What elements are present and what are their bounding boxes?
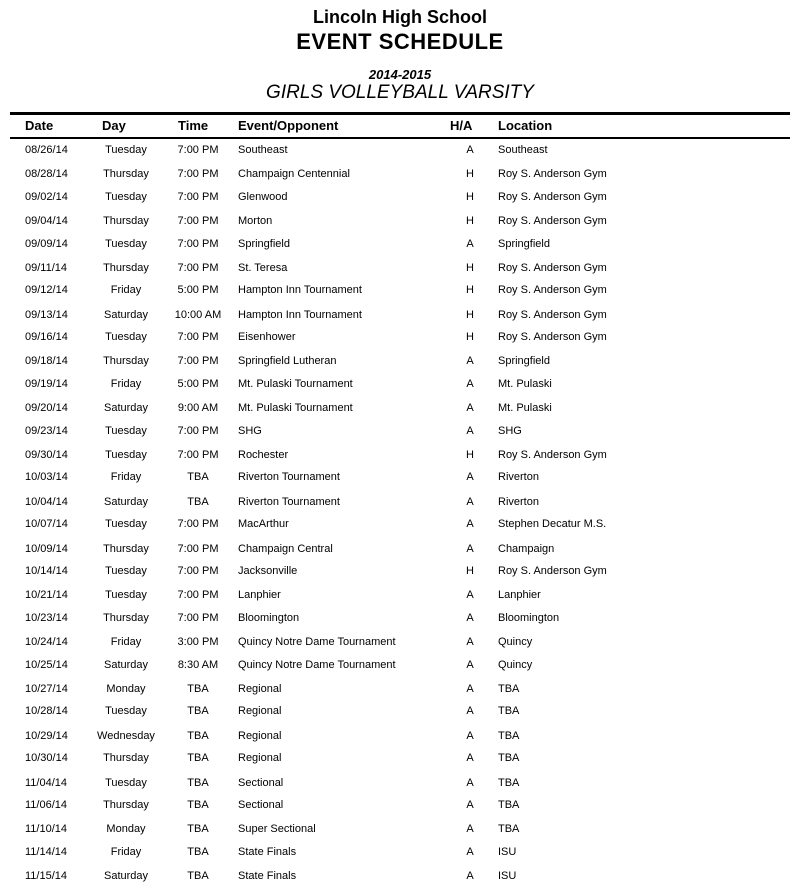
cell-time: TBA <box>187 471 209 484</box>
cell-location: Springfield <box>498 237 550 250</box>
cell-day: Tuesday <box>105 518 147 531</box>
table-row <box>10 442 790 465</box>
cell-time: TBA <box>187 495 209 508</box>
cell-ha: A <box>466 424 474 437</box>
cell-event: Mt. Pulaski Tournament <box>238 402 353 415</box>
cell-location: Stephen Decatur M.S. <box>498 518 607 531</box>
cell-event: State Finals <box>238 845 297 858</box>
cell-date: 10/14/14 <box>25 565 68 577</box>
cell-ha: A <box>466 355 474 368</box>
cell-event: Jacksonville <box>238 565 298 577</box>
cell-ha: A <box>466 237 474 250</box>
cell-location: ISU <box>498 845 517 858</box>
cell-time: TBA <box>187 823 209 836</box>
cell-location: Quincy <box>498 636 533 649</box>
cell-event: Champaign Centennial <box>238 168 350 181</box>
cell-time: 7:00 PM <box>177 237 219 250</box>
cell-time: TBA <box>187 870 209 883</box>
column-header-event: Event/Opponent <box>234 115 450 138</box>
cell-location: Southeast <box>498 144 548 157</box>
school-name: Lincoln High School <box>313 7 487 27</box>
cell-date: 09/30/14 <box>25 449 68 462</box>
column-header-location: Location <box>490 115 790 138</box>
cell-location: Mt. Pulaski <box>498 377 552 390</box>
cell-day: Friday <box>110 284 142 297</box>
cell-day: Thursday <box>103 215 149 228</box>
cell-date: 10/30/14 <box>25 752 68 765</box>
cell-ha: H <box>466 284 474 297</box>
schedule-table <box>10 115 790 887</box>
cell-date: 10/09/14 <box>25 542 68 555</box>
cell-day: Thursday <box>103 798 149 811</box>
table-row <box>10 559 790 582</box>
cell-day: Saturday <box>103 495 149 508</box>
cell-time: TBA <box>187 729 209 742</box>
cell-date: 10/04/14 <box>25 495 68 508</box>
cell-date: 08/26/14 <box>25 144 68 157</box>
cell-location: ISU <box>498 870 517 883</box>
table-row <box>10 419 790 442</box>
cell-location: Roy S. Anderson Gym <box>498 565 607 577</box>
cell-date: 09/13/14 <box>25 308 68 321</box>
cell-ha: A <box>466 870 474 883</box>
cell-ha: A <box>466 402 474 415</box>
cell-event: Quincy Notre Dame Tournament <box>238 658 396 671</box>
cell-location: Roy S. Anderson Gym <box>498 215 607 228</box>
cell-time: TBA <box>187 682 209 695</box>
table-row <box>10 863 790 886</box>
cell-day: Friday <box>110 636 142 649</box>
cell-location: Roy S. Anderson Gym <box>498 168 607 181</box>
table-row <box>10 489 790 512</box>
cell-event: Quincy Notre Dame Tournament <box>238 636 396 649</box>
column-header-date: Date <box>10 115 90 138</box>
cell-time: 10:00 AM <box>174 308 222 321</box>
cell-time: 7:00 PM <box>177 424 219 437</box>
table-row <box>10 793 790 816</box>
cell-ha: A <box>466 823 474 836</box>
cell-day: Tuesday <box>105 331 147 344</box>
cell-day: Thursday <box>103 542 149 555</box>
cell-time: 7:00 PM <box>177 589 219 602</box>
cell-time: TBA <box>187 752 209 765</box>
column-header-ha: H/A <box>450 115 490 138</box>
cell-event: Regional <box>238 729 282 742</box>
cell-event: Champaign Central <box>238 542 333 555</box>
cell-date: 10/29/14 <box>25 729 68 742</box>
table-row <box>10 606 790 629</box>
cell-location: TBA <box>498 682 520 695</box>
cell-location: Roy S. Anderson Gym <box>498 190 607 203</box>
table-row <box>10 185 790 208</box>
cell-event: Mt. Pulaski Tournament <box>238 377 353 390</box>
cell-day: Tuesday <box>105 589 147 602</box>
cell-date: 10/03/14 <box>25 471 68 484</box>
cell-location: Bloomington <box>498 611 560 624</box>
document-header <box>0 0 800 105</box>
cell-event: Super Sectional <box>238 823 316 836</box>
cell-date: 09/02/14 <box>25 190 68 203</box>
cell-time: 5:00 PM <box>177 377 219 390</box>
cell-location: Lanphier <box>498 589 541 602</box>
table-row <box>10 302 790 325</box>
cell-time: 7:00 PM <box>177 261 219 274</box>
cell-time: 7:00 PM <box>177 518 219 531</box>
cell-location: Roy S. Anderson Gym <box>498 308 607 321</box>
cell-location: SHG <box>498 424 522 437</box>
cell-ha: A <box>466 589 474 602</box>
cell-date: 09/20/14 <box>25 402 68 415</box>
column-header-day: Day <box>90 115 162 138</box>
cell-day: Saturday <box>103 308 149 321</box>
cell-date: 11/04/14 <box>25 776 68 789</box>
cell-time: 7:00 PM <box>177 215 219 228</box>
cell-time: 8:30 AM <box>177 658 219 671</box>
cell-day: Monday <box>106 823 146 836</box>
table-row <box>10 513 790 536</box>
cell-date: 09/19/14 <box>25 377 68 390</box>
cell-date: 11/06/14 <box>25 798 68 811</box>
cell-event: Sectional <box>238 776 284 789</box>
table-row <box>10 583 790 606</box>
cell-ha: H <box>466 261 474 274</box>
cell-location: Riverton <box>498 495 539 508</box>
cell-event: Morton <box>238 215 273 228</box>
cell-day: Thursday <box>103 611 149 624</box>
cell-day: Tuesday <box>105 776 147 789</box>
cell-time: 7:00 PM <box>177 565 219 577</box>
cell-event: Eisenhower <box>238 331 296 344</box>
cell-event: St. Teresa <box>238 261 288 274</box>
table-row <box>10 466 790 489</box>
cell-event: Bloomington <box>238 611 300 624</box>
table-row <box>10 396 790 419</box>
cell-date: 10/28/14 <box>25 705 68 718</box>
cell-ha: A <box>466 542 474 555</box>
cell-day: Friday <box>110 471 142 484</box>
cell-date: 09/11/14 <box>25 261 68 274</box>
cell-ha: H <box>466 190 474 203</box>
cell-location: TBA <box>498 776 520 789</box>
cell-date: 10/07/14 <box>25 518 68 531</box>
cell-day: Thursday <box>103 168 149 181</box>
cell-time: 7:00 PM <box>177 355 219 368</box>
table-row <box>10 372 790 395</box>
cell-location: TBA <box>498 752 520 765</box>
table-row <box>10 325 790 348</box>
cell-location: Roy S. Anderson Gym <box>498 261 607 274</box>
cell-day: Monday <box>106 682 146 695</box>
schedule-body <box>10 138 790 887</box>
cell-event: Hampton Inn Tournament <box>238 308 362 321</box>
cell-location: Roy S. Anderson Gym <box>498 449 607 462</box>
cell-date: 10/21/14 <box>25 589 68 602</box>
cell-event: Regional <box>238 682 282 695</box>
table-row <box>10 232 790 255</box>
cell-time: 7:00 PM <box>177 168 219 181</box>
table-row <box>10 536 790 559</box>
cell-ha: A <box>466 682 474 695</box>
cell-day: Saturday <box>103 658 149 671</box>
header-row <box>10 115 790 138</box>
cell-ha: A <box>466 144 474 157</box>
table-row <box>10 629 790 652</box>
cell-time: 7:00 PM <box>177 190 219 203</box>
cell-event: MacArthur <box>238 518 289 531</box>
cell-event: Springfield <box>238 237 290 250</box>
cell-event: Riverton Tournament <box>238 471 340 484</box>
table-row <box>10 162 790 185</box>
cell-ha: A <box>466 495 474 508</box>
cell-date: 10/27/14 <box>25 682 68 695</box>
cell-ha: A <box>466 845 474 858</box>
cell-date: 09/09/14 <box>25 237 68 250</box>
cell-ha: A <box>466 752 474 765</box>
cell-date: 09/04/14 <box>25 215 68 228</box>
cell-day: Tuesday <box>105 565 147 577</box>
cell-time: 7:00 PM <box>177 331 219 344</box>
table-row <box>10 208 790 231</box>
cell-date: 11/14/14 <box>25 845 68 858</box>
cell-day: Tuesday <box>105 190 147 203</box>
cell-day: Thursday <box>103 261 149 274</box>
cell-ha: H <box>466 215 474 228</box>
cell-ha: H <box>466 449 474 462</box>
table-row <box>10 700 790 723</box>
cell-location: Quincy <box>498 658 533 671</box>
cell-ha: A <box>466 729 474 742</box>
table-row <box>10 676 790 699</box>
cell-event: Glenwood <box>238 190 288 203</box>
cell-ha: A <box>466 518 474 531</box>
table-row <box>10 817 790 840</box>
cell-ha: A <box>466 776 474 789</box>
cell-event: Southeast <box>238 144 288 157</box>
cell-event: Springfield Lutheran <box>238 355 337 368</box>
cell-day: Tuesday <box>105 449 147 462</box>
cell-ha: A <box>466 705 474 718</box>
cell-event: SHG <box>238 424 262 437</box>
cell-date: 08/28/14 <box>25 168 68 181</box>
cell-location: TBA <box>498 705 520 718</box>
cell-location: Mt. Pulaski <box>498 402 552 415</box>
cell-location: TBA <box>498 798 520 811</box>
table-row <box>10 723 790 746</box>
cell-time: TBA <box>187 776 209 789</box>
cell-event: Hampton Inn Tournament <box>238 284 362 297</box>
cell-day: Thursday <box>103 752 149 765</box>
cell-time: 5:00 PM <box>177 284 219 297</box>
cell-event: Riverton Tournament <box>238 495 340 508</box>
cell-date: 10/23/14 <box>25 611 68 624</box>
cell-event: Regional <box>238 705 282 718</box>
cell-date: 10/25/14 <box>25 658 68 671</box>
cell-ha: A <box>466 377 474 390</box>
cell-ha: A <box>466 611 474 624</box>
cell-time: TBA <box>187 798 209 811</box>
table-row <box>10 746 790 769</box>
cell-date: 09/18/14 <box>25 355 68 368</box>
cell-time: 7:00 PM <box>177 449 219 462</box>
cell-ha: H <box>466 565 474 577</box>
cell-location: Springfield <box>498 355 550 368</box>
cell-event: State Finals <box>238 870 297 883</box>
cell-location: TBA <box>498 729 520 742</box>
cell-date: 09/12/14 <box>25 284 68 297</box>
cell-day: Tuesday <box>105 144 147 157</box>
cell-ha: A <box>466 798 474 811</box>
cell-day: Friday <box>110 377 142 390</box>
cell-day: Tuesday <box>105 237 147 250</box>
cell-event: Sectional <box>238 798 284 811</box>
cell-day: Friday <box>110 845 142 858</box>
table-row <box>10 255 790 278</box>
table-row <box>10 349 790 372</box>
cell-location: Champaign <box>498 542 555 555</box>
cell-ha: A <box>466 471 474 484</box>
cell-time: TBA <box>187 705 209 718</box>
cell-time: 3:00 PM <box>177 636 219 649</box>
cell-event: Rochester <box>238 449 289 462</box>
cell-event: Regional <box>238 752 282 765</box>
cell-ha: A <box>466 636 474 649</box>
page-title: EVENT SCHEDULE <box>296 28 504 54</box>
cell-time: TBA <box>187 845 209 858</box>
cell-location: TBA <box>498 823 520 836</box>
cell-day: Saturday <box>103 402 149 415</box>
cell-ha: H <box>466 308 474 321</box>
table-row <box>10 138 790 161</box>
cell-ha: H <box>466 168 474 181</box>
column-header-time: Time <box>162 115 234 138</box>
cell-date: 11/10/14 <box>25 823 68 836</box>
cell-event: Lanphier <box>238 589 281 602</box>
cell-date: 10/24/14 <box>25 636 68 649</box>
cell-time: 7:00 PM <box>177 611 219 624</box>
cell-day: Wednesday <box>97 729 155 742</box>
cell-location: Roy S. Anderson Gym <box>498 331 607 344</box>
cell-location: Riverton <box>498 471 539 484</box>
cell-location: Roy S. Anderson Gym <box>498 284 607 297</box>
cell-day: Thursday <box>103 355 149 368</box>
season-label: 2014-2015 <box>368 66 432 82</box>
table-row <box>10 279 790 302</box>
cell-time: 7:00 PM <box>177 542 219 555</box>
team-subtitle: GIRLS VOLLEYBALL VARSITY <box>266 82 534 104</box>
cell-date: 09/23/14 <box>25 424 68 437</box>
table-row <box>10 653 790 676</box>
cell-day: Tuesday <box>105 424 147 437</box>
cell-ha: A <box>466 658 474 671</box>
cell-time: 9:00 AM <box>177 402 219 415</box>
cell-date: 09/16/14 <box>25 331 68 344</box>
table-row <box>10 840 790 863</box>
cell-date: 11/15/14 <box>25 870 68 883</box>
table-row <box>10 770 790 793</box>
cell-time: 7:00 PM <box>177 144 219 157</box>
cell-ha: H <box>466 331 474 344</box>
cell-day: Saturday <box>103 870 149 883</box>
cell-day: Tuesday <box>105 705 147 718</box>
